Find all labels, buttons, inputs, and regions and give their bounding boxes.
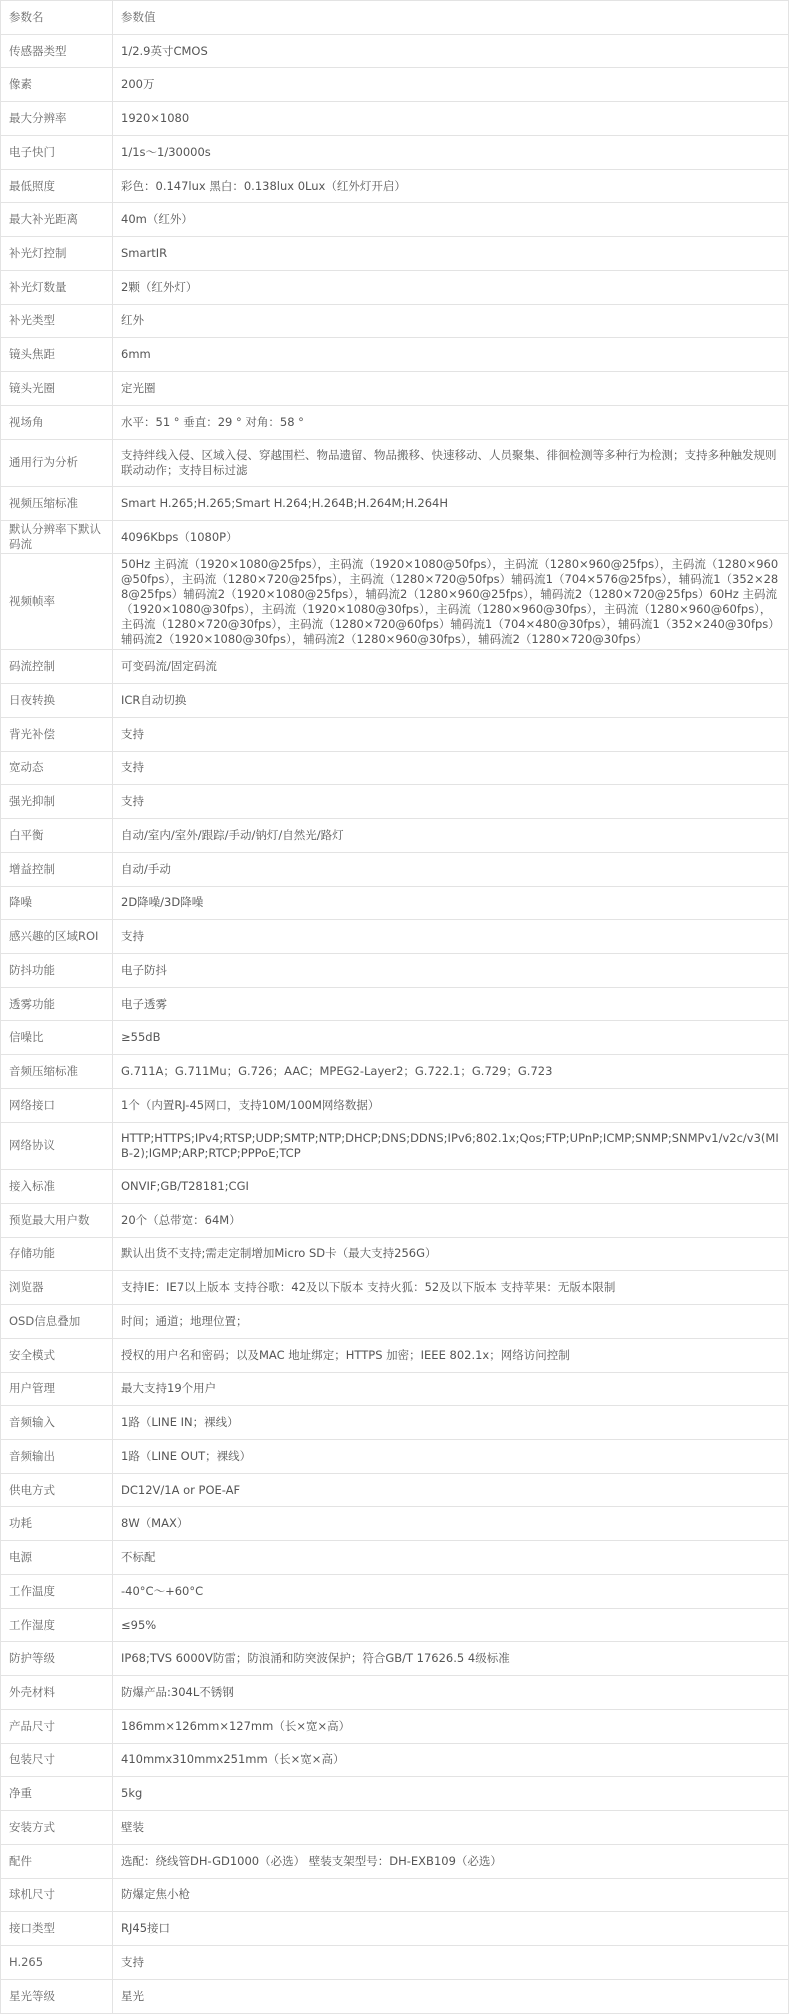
table-row <box>1 270 789 304</box>
table-row <box>1 920 789 954</box>
param-name: 星光等级 <box>1 1979 113 2013</box>
table-row <box>1 372 789 406</box>
table-row <box>1 1338 789 1372</box>
table-row <box>1 1203 789 1237</box>
param-name: 音频输入 <box>1 1406 113 1440</box>
param-value: Smart H.265;H.265;Smart H.264;H.264B;H.264M;H.264H <box>113 486 789 520</box>
param-name: 感兴趣的区域ROI <box>1 920 113 954</box>
table-row <box>1 650 789 684</box>
param-name: 球机尺寸 <box>1 1878 113 1912</box>
param-value: ONVIF;GB/T28181;CGI <box>113 1170 789 1204</box>
param-name: 外壳材料 <box>1 1676 113 1710</box>
param-name: 背光补偿 <box>1 717 113 751</box>
table-row <box>1 1305 789 1339</box>
param-value: 星光 <box>113 1979 789 2013</box>
param-value: 186mm×126mm×127mm（长×宽×高） <box>113 1709 789 1743</box>
param-name: 安装方式 <box>1 1811 113 1845</box>
param-value: 2颗（红外灯） <box>113 270 789 304</box>
table-row <box>1 102 789 136</box>
param-name: 防护等级 <box>1 1642 113 1676</box>
table-row <box>1 1676 789 1710</box>
table-row <box>1 1021 789 1055</box>
param-value: 支持 <box>113 1946 789 1980</box>
table-row <box>1 135 789 169</box>
table-row <box>1 987 789 1021</box>
table-row <box>1 1946 789 1980</box>
param-name: 透雾功能 <box>1 987 113 1021</box>
param-name: 最低照度 <box>1 169 113 203</box>
param-name: 镜头焦距 <box>1 338 113 372</box>
param-name: 像素 <box>1 68 113 102</box>
param-value: 电子防抖 <box>113 954 789 988</box>
param-name: 最大补光距离 <box>1 203 113 237</box>
param-value: 防爆定焦小枪 <box>113 1878 789 1912</box>
param-value: 红外 <box>113 304 789 338</box>
param-value: 自动/手动 <box>113 852 789 886</box>
param-name: 最大分辨率 <box>1 102 113 136</box>
param-value: SmartIR <box>113 237 789 271</box>
param-name: 用户管理 <box>1 1372 113 1406</box>
param-value: 20个（总带宽：64M） <box>113 1203 789 1237</box>
spec-table-body <box>1 1 789 2014</box>
param-value: 40m（红外） <box>113 203 789 237</box>
param-value: 支持 <box>113 751 789 785</box>
param-value: 支持 <box>113 717 789 751</box>
param-name: 功耗 <box>1 1507 113 1541</box>
param-name: 音频压缩标准 <box>1 1055 113 1089</box>
param-name: 工作温度 <box>1 1574 113 1608</box>
param-value: 1个（内置RJ-45网口，支持10M/100M网络数据） <box>113 1088 789 1122</box>
table-row <box>1 852 789 886</box>
param-value: 6mm <box>113 338 789 372</box>
param-value: 防爆产品:304L不锈钢 <box>113 1676 789 1710</box>
param-value: 5kg <box>113 1777 789 1811</box>
param-name: 电子快门 <box>1 135 113 169</box>
param-value: ≤95% <box>113 1608 789 1642</box>
param-name: 安全模式 <box>1 1338 113 1372</box>
param-name: 视场角 <box>1 405 113 439</box>
param-value: 电子透雾 <box>113 987 789 1021</box>
param-value: 最大支持19个用户 <box>113 1372 789 1406</box>
param-name: 增益控制 <box>1 852 113 886</box>
param-value: 彩色：0.147lux 黑白：0.138lux 0Lux（红外灯开启） <box>113 169 789 203</box>
table-row <box>1 1170 789 1204</box>
param-value: 支持 <box>113 920 789 954</box>
param-value: 壁装 <box>113 1811 789 1845</box>
param-name: 视频帧率 <box>1 554 113 650</box>
param-value: RJ45接口 <box>113 1912 789 1946</box>
table-row <box>1 717 789 751</box>
param-name: 接入标准 <box>1 1170 113 1204</box>
param-name: 包装尺寸 <box>1 1743 113 1777</box>
table-row <box>1 237 789 271</box>
table-row <box>1 169 789 203</box>
table-row <box>1 1777 789 1811</box>
param-value: G.711A；G.711Mu；G.726；AAC；MPEG2-Layer2；G.722.1；G.729；G.723 <box>113 1055 789 1089</box>
param-name: 网络接口 <box>1 1088 113 1122</box>
param-value: 支持绊线入侵、区域入侵、穿越围栏、物品遗留、物品搬移、快速移动、人员聚集、徘徊检测等多种行为检测；支持多种触发规则联动动作；支持目标过滤 <box>113 439 789 486</box>
table-row <box>1 338 789 372</box>
table-row <box>1 1608 789 1642</box>
table-row <box>1 1271 789 1305</box>
param-name: 宽动态 <box>1 751 113 785</box>
table-row <box>1 886 789 920</box>
table-row <box>1 520 789 554</box>
param-name: 码流控制 <box>1 650 113 684</box>
table-row <box>1 68 789 102</box>
table-row <box>1 1372 789 1406</box>
param-value: 1路（LINE IN；裸线） <box>113 1406 789 1440</box>
table-row <box>1 1709 789 1743</box>
param-value: 支持IE：IE7以上版本 支持谷歌：42及以下版本 支持火狐：52及以下版本 支持苹果：无版本限制 <box>113 1271 789 1305</box>
param-value: 定光圈 <box>113 372 789 406</box>
param-value: 支持 <box>113 785 789 819</box>
param-name: 配件 <box>1 1844 113 1878</box>
param-name: 强光抑制 <box>1 785 113 819</box>
table-row <box>1 751 789 785</box>
param-name: OSD信息叠加 <box>1 1305 113 1339</box>
param-value: 8W（MAX） <box>113 1507 789 1541</box>
param-value: 1/1s～1/30000s <box>113 135 789 169</box>
table-header-row <box>1 1 789 35</box>
table-row <box>1 1743 789 1777</box>
table-row <box>1 1574 789 1608</box>
table-row <box>1 1878 789 1912</box>
param-name: 预览最大用户数 <box>1 1203 113 1237</box>
param-name: 传感器类型 <box>1 34 113 68</box>
param-name: 补光灯数量 <box>1 270 113 304</box>
table-row <box>1 1055 789 1089</box>
table-row <box>1 1122 789 1169</box>
param-value: 4096Kbps（1080P） <box>113 520 789 554</box>
param-name: H.265 <box>1 1946 113 1980</box>
param-name: 接口类型 <box>1 1912 113 1946</box>
param-value: HTTP;HTTPS;IPv4;RTSP;UDP;SMTP;NTP;DHCP;DNS;DDNS;IPv6;802.1x;Qos;FTP;UPnP;ICMP;SNMP;SNMPv1/v2c/v3(MIB-2);IGMP;ARP;RTCP;PPPoE;TCP <box>113 1122 789 1169</box>
table-row <box>1 1507 789 1541</box>
param-value: 1/2.9英寸CMOS <box>113 34 789 68</box>
table-row <box>1 439 789 486</box>
param-value: 不标配 <box>113 1541 789 1575</box>
table-row <box>1 1811 789 1845</box>
table-row <box>1 684 789 718</box>
param-value: 授权的用户名和密码；以及MAC 地址绑定；HTTPS 加密；IEEE 802.1x；网络访问控制 <box>113 1338 789 1372</box>
table-row <box>1 1979 789 2013</box>
param-value: 50Hz 主码流（1920×1080@25fps），主码流（1920×1080@50fps），主码流（1280×960@25fps），主码流（1280×960@50fps），主码流（1280×720@25fps），主码流（1280×720@50fps）辅码流1（704×576@25fps），辅码流1（352×288@25fps）辅码流2（1920×1080@25fps），辅码流2（1280×960@25fps），辅码流2（1280×720@25fps）60Hz 主码流（1920×1080@30fps），主码流（1920×1080@30fps），主码流（1280×960@30fps），主码流（1280×960@60fps），主码流（1280×720@30fps），主码流（1280×720@60fps）辅码流1（704×480@30fps），辅码流1（352×240@30fps）辅码流2（1920×1080@30fps），辅码流2（1280×960@30fps），辅码流2（1280×720@30fps） <box>113 554 789 650</box>
param-value: 410mmx310mmx251mm（长×宽×高） <box>113 1743 789 1777</box>
param-name: 存储功能 <box>1 1237 113 1271</box>
param-name: 供电方式 <box>1 1473 113 1507</box>
param-value: 200万 <box>113 68 789 102</box>
table-row <box>1 203 789 237</box>
param-name: 工作湿度 <box>1 1608 113 1642</box>
param-name: 浏览器 <box>1 1271 113 1305</box>
param-value: 自动/室内/室外/跟踪/手动/钠灯/自然光/路灯 <box>113 819 789 853</box>
param-value: 水平：51 ° 垂直：29 ° 对角：58 ° <box>113 405 789 439</box>
param-value: DC12V/1A or POE-AF <box>113 1473 789 1507</box>
param-value: 2D降噪/3D降噪 <box>113 886 789 920</box>
table-row <box>1 1088 789 1122</box>
table-row <box>1 1912 789 1946</box>
table-row <box>1 1440 789 1474</box>
param-name: 产品尺寸 <box>1 1709 113 1743</box>
table-row <box>1 486 789 520</box>
param-name: 补光类型 <box>1 304 113 338</box>
param-name: 降噪 <box>1 886 113 920</box>
param-value: 1920×1080 <box>113 102 789 136</box>
param-name: 白平衡 <box>1 819 113 853</box>
header-value: 参数值 <box>113 1 789 35</box>
table-row <box>1 1541 789 1575</box>
param-name: 电源 <box>1 1541 113 1575</box>
param-name: 防抖功能 <box>1 954 113 988</box>
param-value: 选配：绕线管DH-GD1000（必选） 壁装支架型号：DH-EXB109（必选） <box>113 1844 789 1878</box>
param-name: 日夜转换 <box>1 684 113 718</box>
table-row <box>1 554 789 650</box>
table-row <box>1 819 789 853</box>
table-row <box>1 785 789 819</box>
param-value: 默认出货不支持;需走定制增加Micro SD卡（最大支持256G） <box>113 1237 789 1271</box>
param-value: ICR自动切换 <box>113 684 789 718</box>
table-row <box>1 405 789 439</box>
param-value: 可变码流/固定码流 <box>113 650 789 684</box>
table-row <box>1 1406 789 1440</box>
param-name: 信噪比 <box>1 1021 113 1055</box>
table-row <box>1 1642 789 1676</box>
table-row <box>1 34 789 68</box>
param-value: 时间；通道；地理位置； <box>113 1305 789 1339</box>
header-key: 参数名 <box>1 1 113 35</box>
table-row <box>1 1237 789 1271</box>
param-name: 净重 <box>1 1777 113 1811</box>
table-row <box>1 954 789 988</box>
table-row <box>1 1844 789 1878</box>
param-name: 网络协议 <box>1 1122 113 1169</box>
param-name: 镜头光圈 <box>1 372 113 406</box>
param-value: IP68;TVS 6000V防雷；防浪涌和防突波保护；符合GB/T 17626.5 4级标准 <box>113 1642 789 1676</box>
param-name: 视频压缩标准 <box>1 486 113 520</box>
param-name: 通用行为分析 <box>1 439 113 486</box>
param-name: 补光灯控制 <box>1 237 113 271</box>
param-name: 音频输出 <box>1 1440 113 1474</box>
param-value: 1路（LINE OUT；裸线） <box>113 1440 789 1474</box>
param-value: ≥55dB <box>113 1021 789 1055</box>
param-value: -40°C～+60°C <box>113 1574 789 1608</box>
table-row <box>1 304 789 338</box>
param-name: 默认分辨率下默认码流 <box>1 520 113 554</box>
table-row <box>1 1473 789 1507</box>
